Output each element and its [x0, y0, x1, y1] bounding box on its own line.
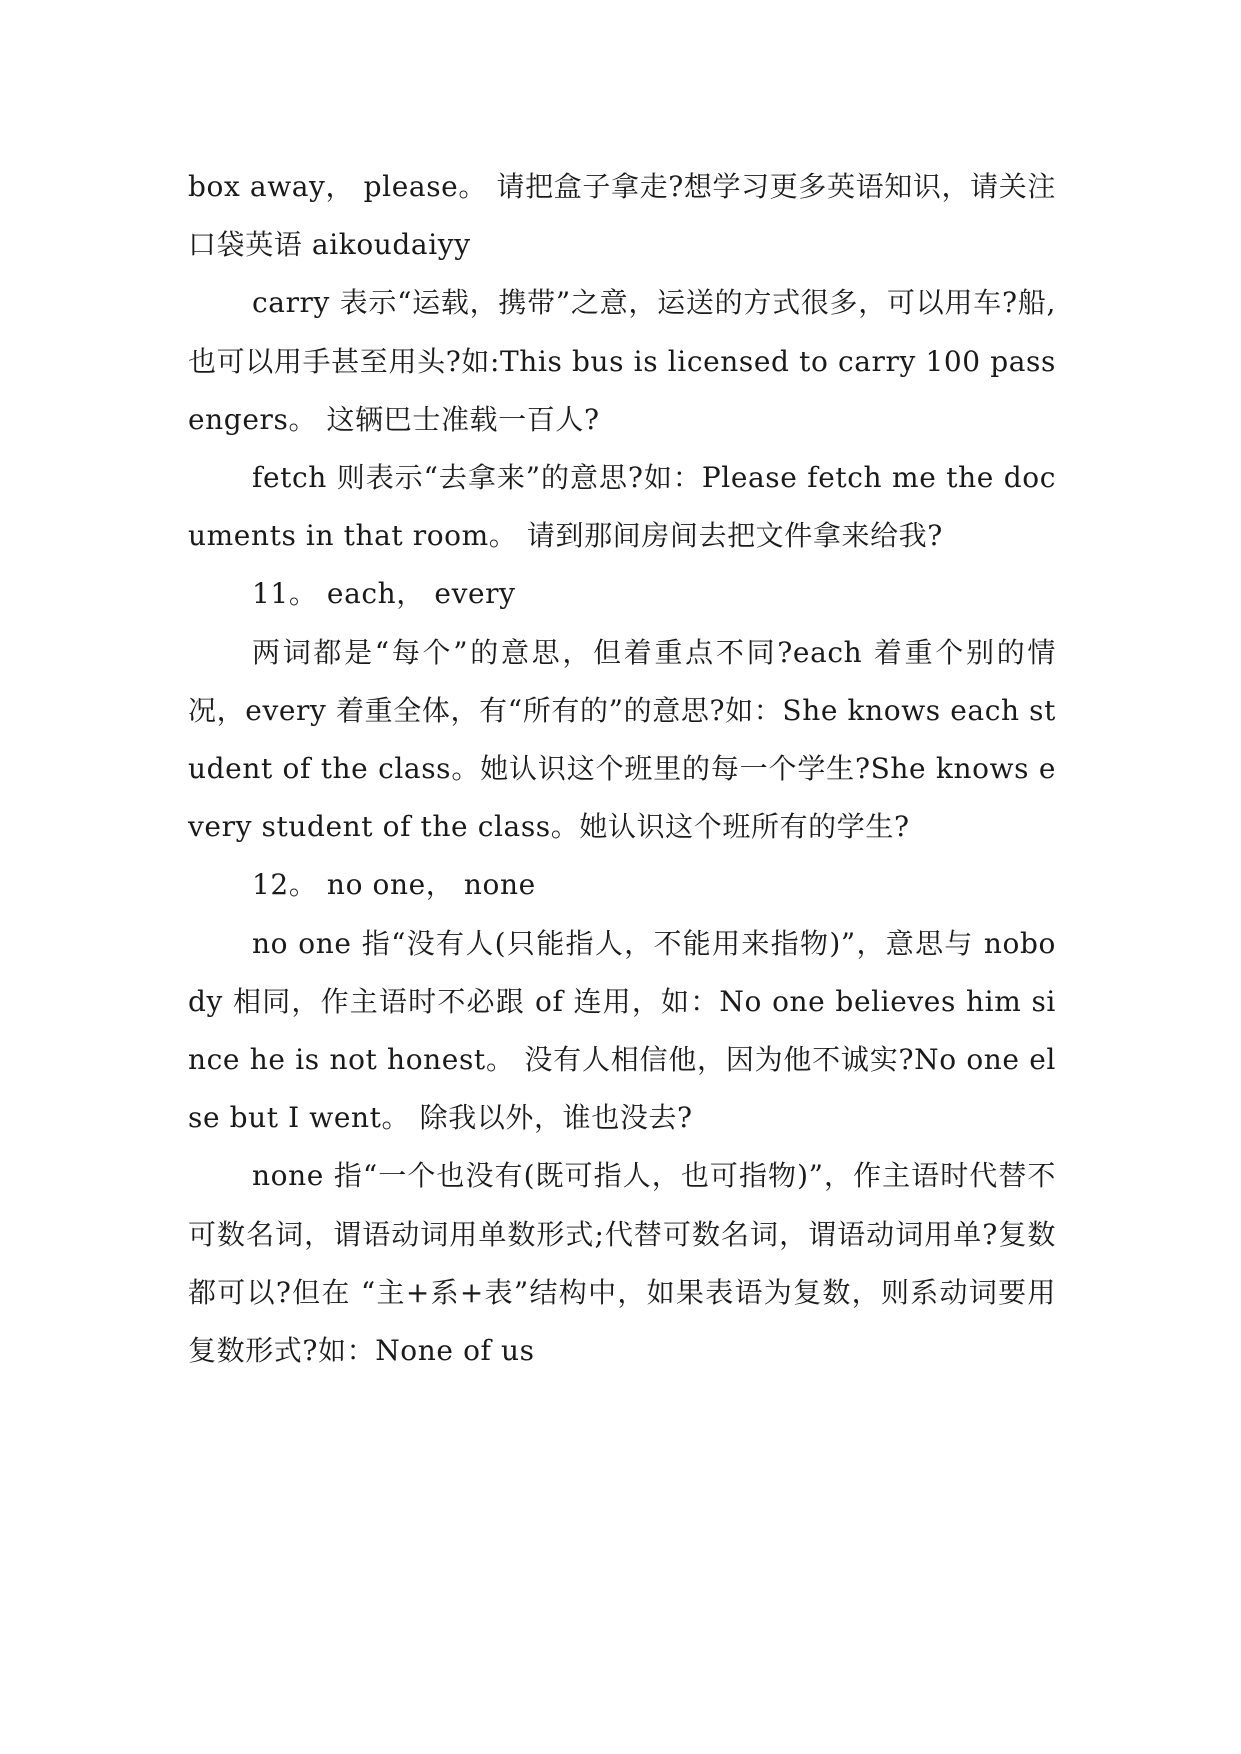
- paragraph-3: fetch 则表示“去拿来”的意思?如：Please fetch me the documents in that room。 请到那间房间去把文件拿来给我?: [188, 461, 1056, 553]
- paragraph-6: none 指“一个也没有(既可指人，也可指物)”，作主语时代替不可数名词，谓语动词用单数形式;代替可数名词，谓语动词用单?复数都可以?但在 “主+系+表”结构中，如果表语为复数，则系动词要用复数形式?如：None of us: [188, 1159, 1056, 1368]
- paragraph-4: 两词都是“每个”的意思，但着重点不同?each 着重个别的情况，every 着重全体，有“所有的”的意思?如：She knows each student of the class。她认识这个班里的每一个学生?She knows every student of the class。她认识这个班所有的学生?: [188, 635, 1056, 844]
- section-heading-12: 12。 no one， none: [252, 868, 536, 902]
- paragraph-5: no one 指“没有人(只能指人，不能用来指物)”，意思与 nobody 相同，作主语时不必跟 of 连用，如：No one believes him since he is not honest。 没有人相信他，因为他不诚实?No one else but I went。 除我以外，谁也没去?: [188, 926, 1056, 1135]
- document-body: [188, 158, 1056, 1380]
- paragraph-2: carry 表示“运载，携带”之意，运送的方式很多，可以用车?船,也可以用手甚至用头?如:This bus is licensed to carry 100 passengers。 这辆巴士准载一百人?: [188, 286, 1056, 436]
- section-heading-11: 11。 each， every: [252, 577, 516, 611]
- paragraph-1: box away， please。 请把盒子拿走?想学习更多英语知识，请关注口袋英语 aikoudaiyy: [188, 170, 1056, 262]
